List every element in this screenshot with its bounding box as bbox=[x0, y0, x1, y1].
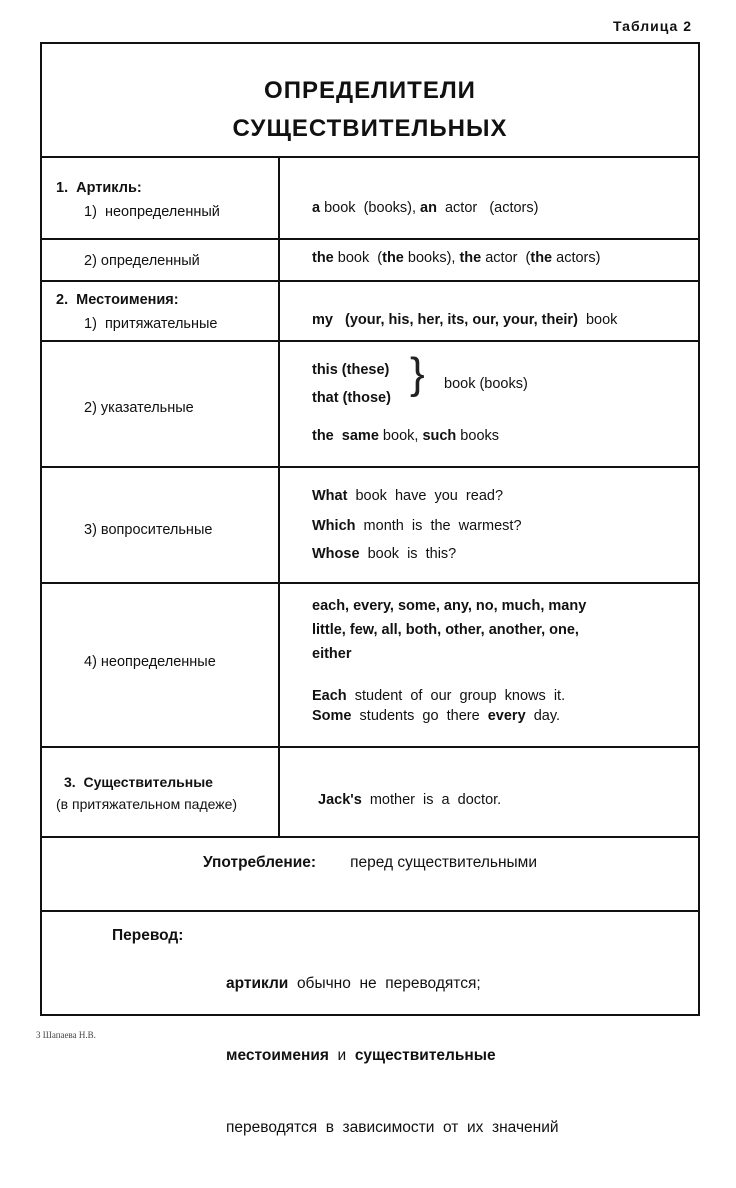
translation-keyword: местоимения bbox=[226, 1047, 329, 1064]
example-keyword: the bbox=[530, 250, 553, 266]
example-keyword: every bbox=[487, 708, 526, 724]
example-text: book bbox=[577, 312, 618, 328]
usage-text: перед существительными bbox=[350, 854, 537, 871]
column-divider bbox=[278, 156, 280, 836]
example-keyword: the bbox=[459, 250, 482, 266]
divider bbox=[42, 466, 698, 468]
divider bbox=[42, 238, 698, 240]
page-title bbox=[42, 72, 698, 148]
translation-phrase: и bbox=[328, 1047, 355, 1064]
indefinite-list-2: little, few, all, both, other, another, one, bbox=[312, 622, 579, 638]
demonstrative-label: 2) указательные bbox=[84, 400, 194, 416]
example-keyword: What bbox=[312, 488, 348, 504]
example-text: actor ( bbox=[481, 250, 531, 266]
divider bbox=[42, 340, 698, 342]
translation-keyword: существительные bbox=[354, 1047, 496, 1064]
article-heading: 1. Артикль: bbox=[56, 180, 142, 196]
usage-row bbox=[42, 854, 698, 872]
pronouns-cell bbox=[56, 288, 217, 336]
indefinite-list-3: either bbox=[312, 646, 352, 662]
example-text: books), bbox=[403, 250, 460, 266]
interrogative-label: 3) вопросительные bbox=[84, 522, 213, 538]
example-text: book (books), bbox=[320, 200, 421, 216]
table-number: Таблица 2 bbox=[612, 18, 692, 34]
example-text: day. bbox=[525, 708, 561, 724]
example-keyword: my (your, his, her, its, our, your, their) bbox=[312, 312, 578, 328]
demonstrative-this: this (these) bbox=[312, 362, 390, 378]
divider bbox=[42, 582, 698, 584]
example-text: book, bbox=[378, 428, 423, 444]
example-text: students go there bbox=[351, 708, 488, 724]
translation-keyword: артикли bbox=[226, 975, 289, 992]
translation-label: Перевод: bbox=[112, 927, 184, 944]
example-text: actors) bbox=[552, 250, 601, 266]
example-text: books bbox=[456, 428, 500, 444]
usage-label: Употребление: bbox=[203, 854, 317, 871]
example-keyword: such bbox=[422, 428, 457, 444]
interrogative-whose bbox=[312, 542, 456, 566]
indefinite-some bbox=[312, 704, 560, 728]
article-cell bbox=[56, 176, 220, 224]
divider bbox=[42, 746, 698, 748]
indefinite-article-example bbox=[312, 196, 538, 220]
example-keyword: the bbox=[382, 250, 404, 266]
example-text: book have you read? bbox=[347, 488, 504, 504]
example-text: mother is a doctor. bbox=[361, 792, 502, 808]
example-keyword: Each bbox=[312, 688, 347, 704]
definite-article-label: 2) определенный bbox=[84, 253, 200, 269]
pronouns-heading: 2. Местоимения: bbox=[56, 292, 179, 308]
example-keyword: a bbox=[312, 200, 321, 216]
brace-icon: } bbox=[410, 349, 425, 398]
interrogative-what bbox=[312, 484, 503, 508]
translation-phrase: переводятся в зависимости от их значений bbox=[226, 1119, 559, 1136]
possessive-label: 1) притяжательные bbox=[84, 316, 218, 332]
example-keyword: the bbox=[312, 250, 334, 266]
divider bbox=[42, 836, 698, 838]
demonstrative-same-such bbox=[312, 424, 499, 448]
translation-phrase: обычно не переводятся; bbox=[288, 975, 481, 992]
divider bbox=[42, 156, 698, 158]
title-line-1: ОПРЕДЕЛИТЕЛИ bbox=[264, 77, 476, 104]
nouns-example bbox=[318, 788, 501, 812]
example-keyword: Which bbox=[312, 518, 356, 534]
example-text: actor (actors) bbox=[436, 200, 539, 216]
nouns-subheading: (в притяжательном падеже) bbox=[56, 796, 238, 812]
example-text: book is this? bbox=[359, 546, 457, 562]
interrogative-which bbox=[312, 514, 522, 538]
page-footer: 3 Шапаева Н.В. bbox=[36, 1030, 96, 1040]
demonstrative-side-text: book (books) bbox=[444, 376, 528, 392]
possessive-example bbox=[312, 308, 617, 332]
indefinite-pronoun-label: 4) неопределенные bbox=[84, 654, 216, 670]
divider bbox=[42, 280, 698, 282]
indefinite-article-label: 1) неопределенный bbox=[84, 204, 220, 220]
indefinite-list-1: each, every, some, any, no, much, many bbox=[312, 598, 587, 614]
demonstrative-that: that (those) bbox=[312, 390, 391, 406]
definite-article-example bbox=[312, 246, 600, 270]
example-keyword: Whose bbox=[312, 546, 360, 562]
example-text: month is the warmest? bbox=[355, 518, 522, 534]
example-keyword: Jack's bbox=[318, 792, 362, 808]
nouns-heading: 3. Существительные bbox=[64, 774, 213, 790]
example-text: student of our group knows it. bbox=[346, 688, 566, 704]
example-keyword: the same bbox=[312, 428, 379, 444]
title-line-2: СУЩЕСТВИТЕЛЬНЫХ bbox=[232, 115, 508, 142]
example-text: book ( bbox=[333, 250, 383, 266]
divider bbox=[42, 910, 698, 912]
example-keyword: Some bbox=[312, 708, 352, 724]
example-keyword: an bbox=[420, 200, 437, 216]
translation-text bbox=[226, 924, 666, 1188]
nouns-cell bbox=[56, 770, 237, 814]
